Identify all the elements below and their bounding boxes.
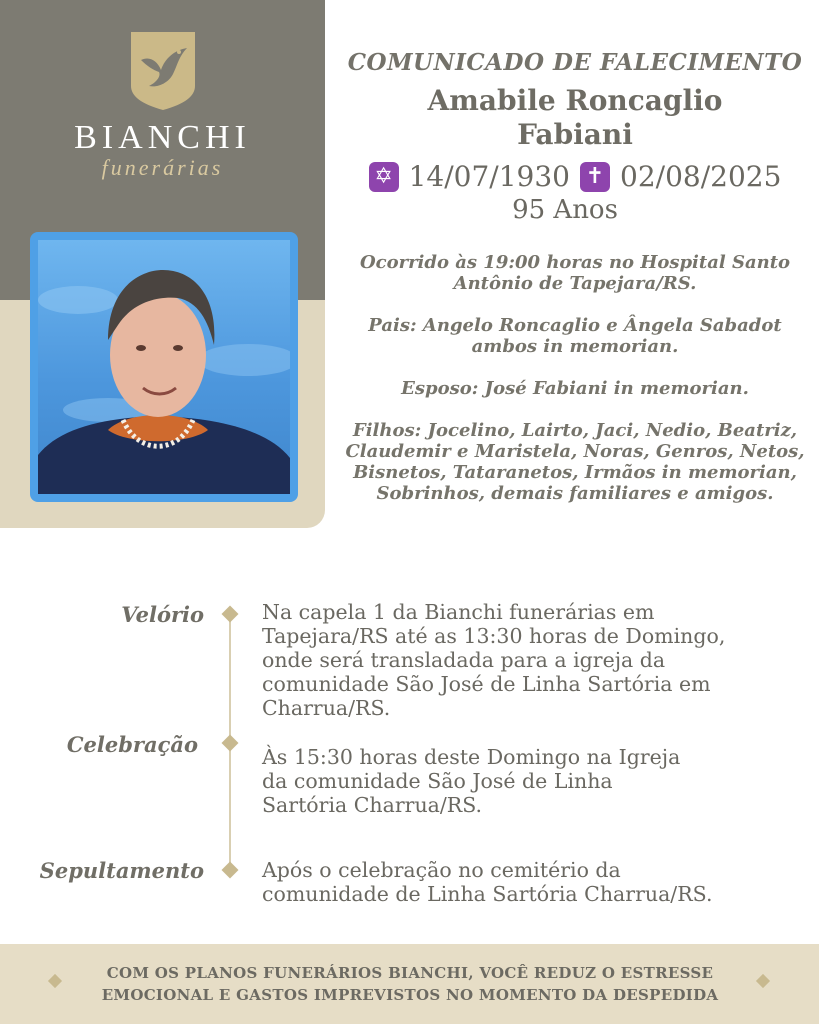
notice-title: COMUNICADO DE FALECIMENTO	[347, 49, 803, 76]
footer-banner	[0, 944, 819, 1024]
obituary-details	[345, 252, 805, 525]
deceased-name-line1: Amabile Roncaglio	[427, 84, 723, 117]
burial-description: Após o celebração no cemitério da comunidade de Linha Sartória Charrua/RS.	[262, 858, 713, 906]
wake-label: Velório	[121, 602, 204, 627]
death-date: 02/08/2025	[620, 160, 782, 193]
parents-text: Pais: Angelo Roncaglio e Ângela Sabadot ambos in memorian.	[368, 315, 782, 357]
age: 95 Anos	[512, 195, 618, 225]
brand-subtitle: funerárias	[101, 155, 224, 180]
timeline-diamond-icon	[222, 862, 239, 879]
celebration-label: Celebração	[66, 732, 198, 757]
life-dates	[340, 160, 810, 194]
timeline-diamond-icon	[222, 735, 239, 752]
footer-text: COM OS PLANOS FUNERÁRIOS BIANCHI, VOCÊ REDUZ O ESTRESSE EMOCIONAL E GASTOS IMPREVISTOS NO MOMENTO DA DESPEDIDA	[101, 964, 719, 1004]
dove-logo-icon	[127, 30, 199, 110]
deceased-name	[340, 84, 810, 152]
death-notice-header	[340, 48, 810, 226]
burial-label: Sepultamento	[39, 858, 204, 883]
birth-date: 14/07/1930	[408, 160, 570, 193]
brand-name: BIANCHI	[74, 119, 251, 156]
cross-icon: ✝	[580, 162, 610, 192]
spouse-text: Esposo: José Fabiani in memorian.	[401, 378, 749, 399]
brand-logo	[60, 30, 265, 180]
portrait-photo	[38, 240, 290, 494]
timeline-diamond-icon	[222, 606, 239, 623]
deceased-name-line2: Fabiani	[517, 118, 633, 151]
portrait-illustration	[38, 240, 290, 494]
celebration-description: Às 15:30 horas deste Domingo na Igreja da comunidade São José de Linha Sartória Charrua/RS.	[262, 745, 681, 817]
wake-description: Na capela 1 da Bianchi funerárias em Tapejara/RS até as 13:30 horas de Domingo, onde será transladada para a igreja da comunidade São José de Linha Sartória em Charrua/RS.	[262, 600, 726, 720]
portrait-frame	[30, 232, 298, 502]
occurrence-text: Ocorrido às 19:00 horas no Hospital Santo Antônio de Tapejara/RS.	[359, 252, 791, 294]
children-text: Filhos: Jocelino, Lairto, Jaci, Nedio, Beatriz, Claudemir e Maristela, Noras, Genros, Netos, Bisnetos, Tataranetos, Irmãos in memorian, Sobrinhos, demais familiares e amigos.	[345, 420, 805, 504]
star-of-david-icon: ✡	[369, 162, 399, 192]
